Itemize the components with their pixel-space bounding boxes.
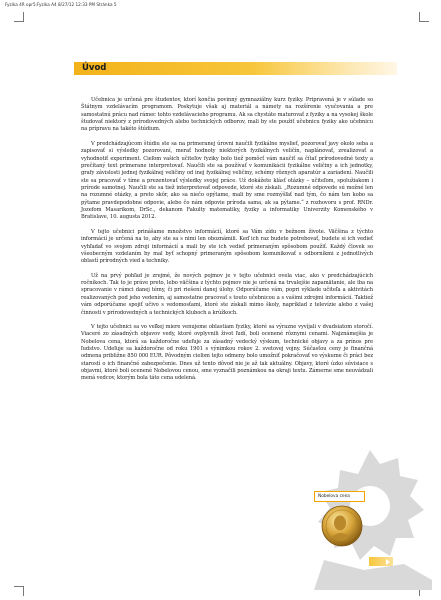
section-heading-band [74,62,397,75]
section-title: Úvod [82,63,107,73]
paragraph: V tejto učebnici sa vo veľkej miere venujeme oblastiam fyziky, ktoré sa výrazne vyvíjali v dvadsiatom storočí. Viaceré zo zásadných objavov vedy, ktoré ovplyvnili život ľudí, boli ocenené rôznymi cenami. Najznámejšia je Nobelova cena, ktorá sa každoročne udeľuje za zásadný vedecký výskum, technické objavy a za prínos pre ľudstvo. Udeľuje sa každoročne od roku 1901 s výnimkou rokov 2. svetovej vojny. Súčasťou ceny je finančná odmena približne 850 000 EUR. Pôvodným cieľom tejto odmeny bolo umožniť pokračovať vo výskume či práci bez starostí o ich finančné zabezpečenie. Dnes už tento dôvod nie je až tak aktuálny. Objavy, ktoré úzko súvisiace s objavmi, ktoré boli ocenené Nobelovou cenou, sme vyznačili poznámkou na okraji textu. Zámerne sme neuvádzali mená vedcov, ktorým bola táto cena udelená. [81,324,373,382]
paragraph: V predchádzajúcom štúdiu ste sa na primeranej úrovni naučili fyzikálne myslieť, pozorovať javy okolo seba a zapisovať si výsledky pozorovaní, merať hodnoty niektorých fyzikálnych veličín, naplánovať, zrealizovať a vyhodnotiť experiment. Cieľom vašich učiteľov fyziky bolo tiež pomôcť vám naučiť sa čítať prírodovedné texty a prečítaný text primerane interpretovať. Naučili ste sa používať v komunikácii fyzikálne veličiny a ich jednotky, grafy závislosti jednej fyzikálnej veličiny od inej fyzikálnej veličiny, schémy rôznych aparatúr a zariadení. Naučili ste sa pracovať v tíme a prezentovať výsledky svojej práce. Už dokážete klásť otázky – učiteľom, spolužiakom i prírode samotnej. Naučili ste sa tiež interpretovať odpovede, ktoré ste získali. „Rozumné odpovede sú možné len na rozumné otázky, a preto skôr, ako sa niečo opýtame, mali by sme rozmýšľať nad tým, čo nám ten kobo sa pýtame pravdepodobne odpovie, alebo čo nám odpovie príroda sama, ak sa pýtame.“ z rozhovoru s prof. RNDr. Jozefom Masarikom, DrSc., dekanom Fakulty matematiky, fyziky a informatiky Univerzity Komenského v Bratislave, 10. augusta 2012. [81,140,373,221]
page-tab [369,557,393,566]
crop-mark-top-right [419,12,429,22]
body-text [81,97,373,390]
paragraph: Už na prvý pohľad je zrejmé, že nových pojmov je v tejto učebnici ovela viac, ako v predchádzajúcich ročníkoch. Tak to je práve preto, lebo väčšina z týchto pojmov nie je určená na trvalejšie zapamätanie, ale iba na spracovanie v rámci danej témy, či pri riešení danej úlohy. Odporúčame vám, popri výklade učiteľa a aktivitách realizovaných pod jeho vedením, aj samostatne pracovať s touto učebnicou a s vašimi zdrojmi informácií. Taktiež vám odporúčame spojiť učivo s vedomosťami, ktoré ste získali mimo školy, napríklad z televízie alebo z vašej činnosti v prírodovedných a technických kluboch a krúžkoch. [81,272,373,316]
crop-mark-top-left [14,12,24,22]
paragraph: Učebnica je určená pre študentov, ktorí končia povinný gymnaziálny kurz fyziky. Pripravená je v súlade so Štátnym vzdelávacím programom. Poskytuje však aj materiál a námety na rozšírenie vyučovania a pre samostatnú prácu nad rámec tohto vzdelávacieho programu. Ak sa chystáte maturovať z fyziky a na vysokej škole študovať niektorý z prírodovedných alebo technických odborov, mali by ste použiť učebnicu fyziky ako učebnicu na prípravu na takéto štúdium. [81,97,373,133]
nobel-side-label: Nobelova cena [314,491,365,502]
nobel-medal-icon [321,505,363,547]
crop-mark-bottom-left [14,586,24,596]
print-header: Fyzika 4R opr5:Fyzika A4 8/27/12 12:33 PM Stránka 5 [5,2,117,7]
page-tab-arrow-icon [386,559,390,565]
paragraph: V tejto učebnici prinášame množstvo informácií, ktoré sa Vám zídu v bežnom živote. Väčšina z týchto informácií je určená na to, aby ste sa s nimi len oboznámili. Keď ich raz budete potrebovať, budete si ich vedieť vyhľadať vo svojom zdroji informácií a mali by ste ich vedieť primeraným spôsobom použiť. Každý človek so všeobecným vzdelaním by mal byť schopný primeraným spôsobom komunikovať s odborníkmi z jednotlivých oblastí prírodných vied a techniky. [81,228,373,265]
